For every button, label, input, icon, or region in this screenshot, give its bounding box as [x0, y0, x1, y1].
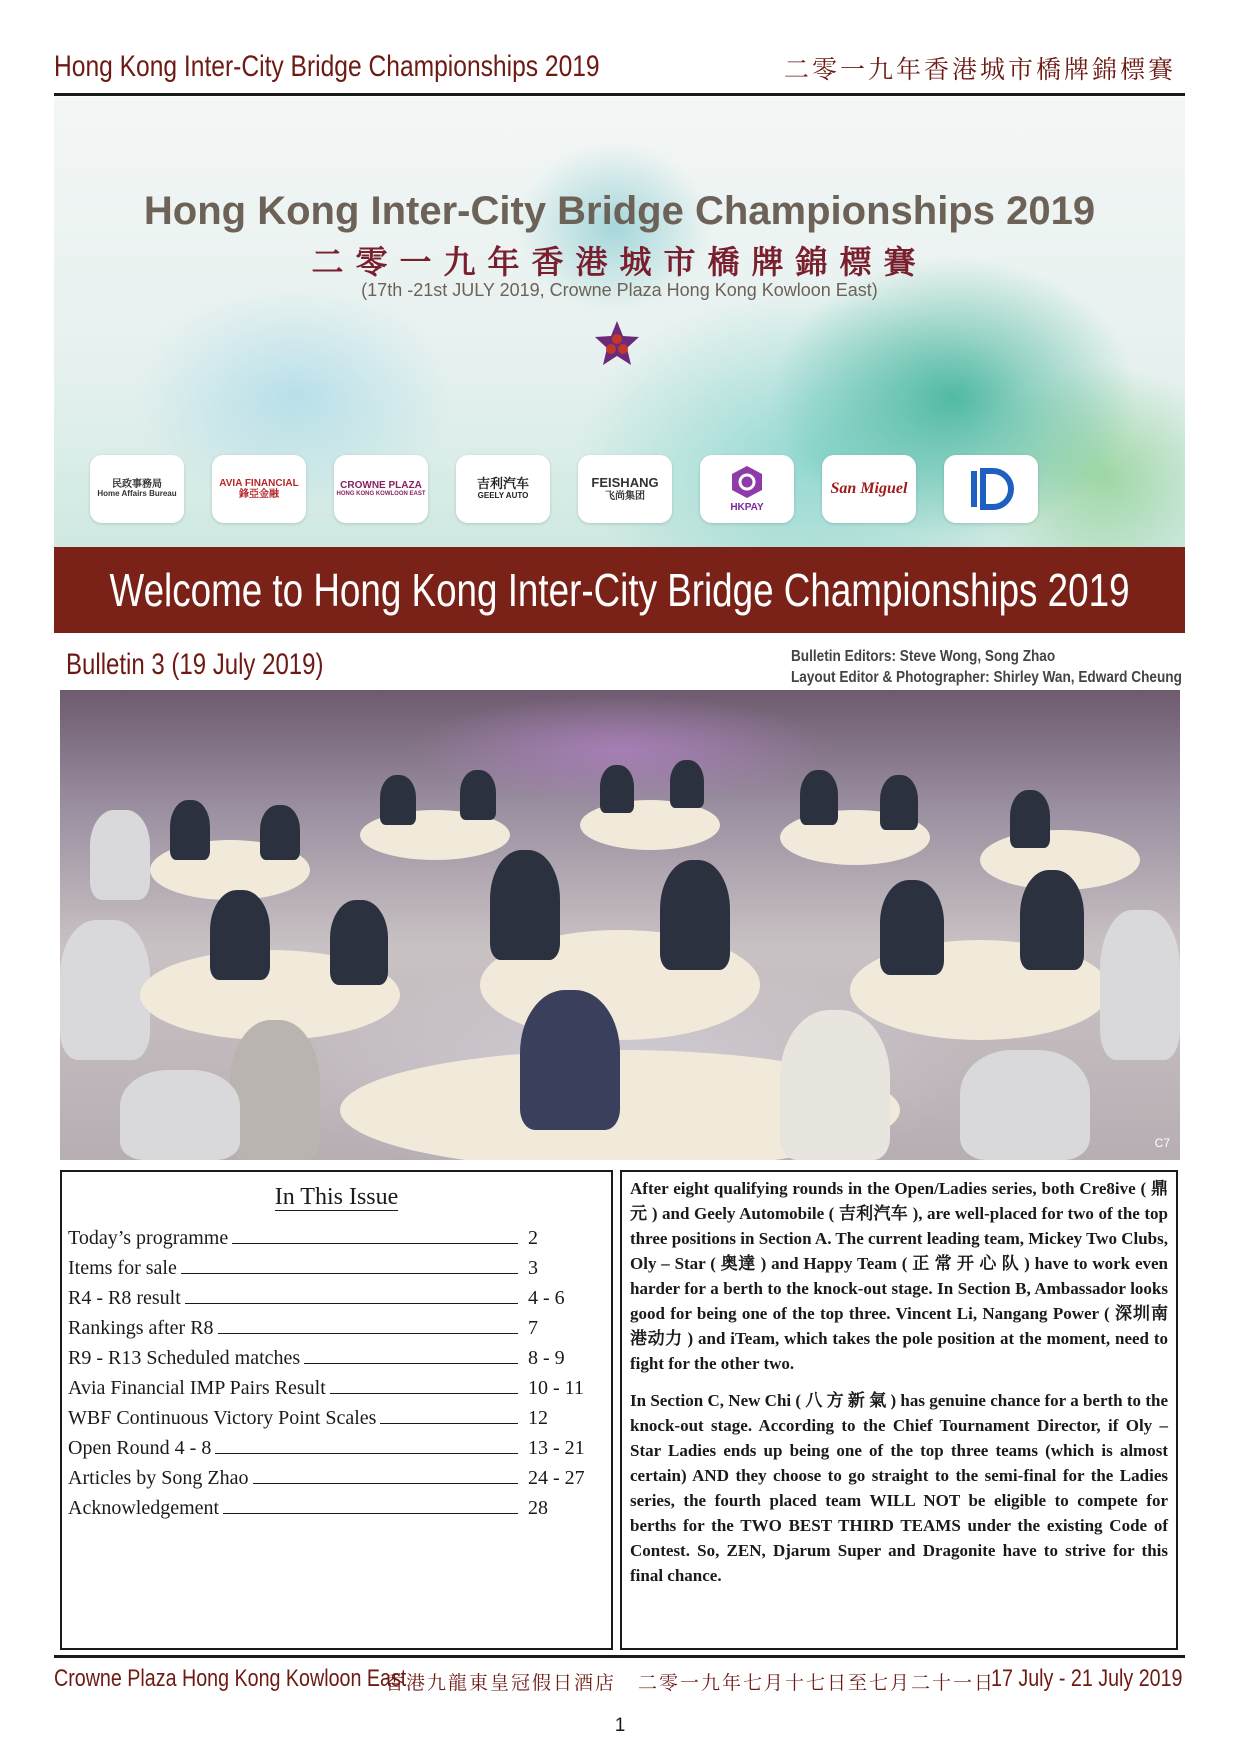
toc-item-title: WBF Continuous Victory Point Scales	[68, 1407, 377, 1429]
editors-credits	[791, 646, 1182, 688]
sponsor-line: HKPAY	[730, 502, 764, 513]
toc-item-page: 2	[528, 1227, 538, 1249]
footer-dates: 17 July - 21 July 2019	[990, 1665, 1182, 1692]
sponsor-san-miguel	[822, 455, 916, 523]
toc-item-page: 7	[528, 1317, 538, 1339]
toc-item-title: Rankings after R8	[68, 1317, 214, 1339]
welcome-title: Welcome to Hong Kong Inter-City Bridge Championships 2019	[109, 564, 1130, 616]
sponsor-home-affairs-bureau	[90, 455, 184, 523]
toc-item	[68, 1280, 608, 1310]
sponsor-geely-auto	[456, 455, 550, 523]
tournament-hall-photo	[60, 690, 1180, 1160]
banner-title: Hong Kong Inter-City Bridge Championships 2019	[143, 189, 1096, 233]
sponsor-crowne-plaza	[334, 455, 428, 523]
bulletin-article	[620, 1170, 1178, 1650]
sponsor-line: CROWNE PLAZA	[340, 480, 422, 492]
bulletin-label: Bulletin 3 (19 July 2019)	[66, 648, 324, 681]
toc-item	[68, 1400, 608, 1430]
toc-item-title: Avia Financial IMP Pairs Result	[68, 1377, 326, 1399]
table-tag: C7	[1154, 1136, 1170, 1150]
toc-item	[68, 1340, 608, 1370]
footer-venue-cn: 香港九龍東皇冠假日酒店	[385, 1672, 617, 1694]
bulletin-editors: Bulletin Editors: Steve Wong, Song Zhao	[791, 648, 1056, 665]
toc-heading	[62, 1184, 611, 1211]
table-of-contents	[60, 1170, 613, 1650]
toc-item-title: Open Round 4 - 8	[68, 1437, 212, 1459]
toc-item	[68, 1430, 608, 1460]
footer-dates-cn: 二零一九年七月十七日至七月二十一日	[638, 1672, 996, 1694]
toc-item-title: Acknowledgement	[68, 1497, 220, 1519]
toc-item-title: Articles by Song Zhao	[68, 1467, 249, 1489]
article-paragraph-2: In Section C, New Chi ( 八 方 新 氣 ) has genuine chance for a berth to the knock-out stage. According to the Chief Tournament Director, if Oly – Star Ladies ends up being one of the top three teams (which is almost certain) AND they choose to go straight to the semi-final for the Ladies series, the fourth placed team WILL NOT be eligible to compete for berths for the TWO BEST THIRD TEAMS under the existing Code of Contest. So, ZEN, Djarum Super and Dragonite have to strive for this final chance.	[630, 1391, 1168, 1585]
sponsor-line: Home Affairs Bureau	[97, 489, 177, 499]
banner	[54, 97, 1185, 547]
footer-rule	[54, 1655, 1185, 1658]
toc-item	[68, 1460, 608, 1490]
federation-emblem-icon	[592, 319, 642, 369]
sponsor-line: 吉利汽车	[476, 476, 529, 492]
header-title: Hong Kong Inter-City Bridge Championships 2019	[54, 50, 600, 83]
toc-item-page: 4 - 6	[528, 1287, 565, 1309]
toc-heading-text: In This Issue	[274, 1184, 399, 1210]
toc-item-title: R4 - R8 result	[68, 1287, 181, 1309]
toc-item-page: 10 - 11	[528, 1377, 584, 1399]
sponsor-hkpay	[700, 455, 794, 523]
toc-item-page: 12	[528, 1407, 548, 1429]
toc-item	[68, 1310, 608, 1340]
toc-item-page: 24 - 27	[528, 1467, 585, 1489]
sponsor-line: GEELY AUTO	[477, 490, 529, 500]
header-title-cn: 二零一九年香港城市橋牌錦標賽	[783, 55, 1176, 84]
sponsor-line: AVIA FINANCIAL	[219, 478, 299, 489]
toc-item-title: Items for sale	[68, 1257, 177, 1279]
toc-item	[68, 1490, 608, 1520]
hkpay-logo-icon	[730, 465, 764, 499]
sponsor-line: 鋒亞金融	[238, 489, 279, 500]
article-paragraph-1: After eight qualifying rounds in the Open/Ladies series, both Cre8ive ( 鼎元 ) and Geely Automobile ( 吉利汽车 ), are well-placed for two of the top three positions in Section A. The current leading team, Mickey Two Clubs, Oly – Star ( 奥達 ) and Happy Team ( 正 常 开 心 队 ) have to work even harder for a berth to the knock-out stage. In Section B, Ambassador looks good for being one of the top three. Vincent Li, Nangang Power ( 深圳南港动力 ) and iTeam, which takes the pole position at the moment, need to fight for the other two.	[630, 1179, 1168, 1373]
banner-subtitle: (17th -21st JULY 2019, Crowne Plaza Hong Kong Kowloon East)	[361, 280, 878, 300]
toc-item-title: Today’s programme	[68, 1227, 229, 1249]
welcome-banner	[54, 547, 1185, 633]
sponsor-id-logo	[944, 455, 1038, 523]
sponsor-line: 飞尚集团	[604, 490, 645, 502]
sponsor-line: San Miguel	[830, 480, 908, 498]
toc-item-page: 28	[528, 1497, 548, 1519]
toc-item-page: 3	[528, 1257, 538, 1279]
sponsor-line: 民政事務局	[112, 479, 162, 491]
toc-item	[68, 1250, 608, 1280]
footer-venue: Crowne Plaza Hong Kong Kowloon East	[54, 1665, 407, 1692]
sponsor-avia-financial	[212, 455, 306, 523]
toc-item	[68, 1370, 608, 1400]
page-number: 1	[614, 1715, 626, 1736]
toc-item-page: 13 - 21	[528, 1437, 585, 1459]
banner-title-cn: 二零一九年香港城市橋牌錦標賽	[311, 243, 928, 281]
sponsor-feishang	[578, 455, 672, 523]
toc-item-title: R9 - R13 Scheduled matches	[68, 1347, 301, 1369]
toc-item-page: 8 - 9	[528, 1347, 565, 1369]
layout-editors: Layout Editor & Photographer: Shirley Wan, Edward Cheung	[791, 669, 1182, 686]
id-logo-icon	[967, 465, 1015, 513]
header-rule	[54, 93, 1185, 96]
toc-item	[68, 1220, 608, 1250]
sponsor-line: FEISHANG	[591, 475, 659, 491]
sponsor-line: HONG KONG KOWLOON EAST	[336, 491, 426, 498]
